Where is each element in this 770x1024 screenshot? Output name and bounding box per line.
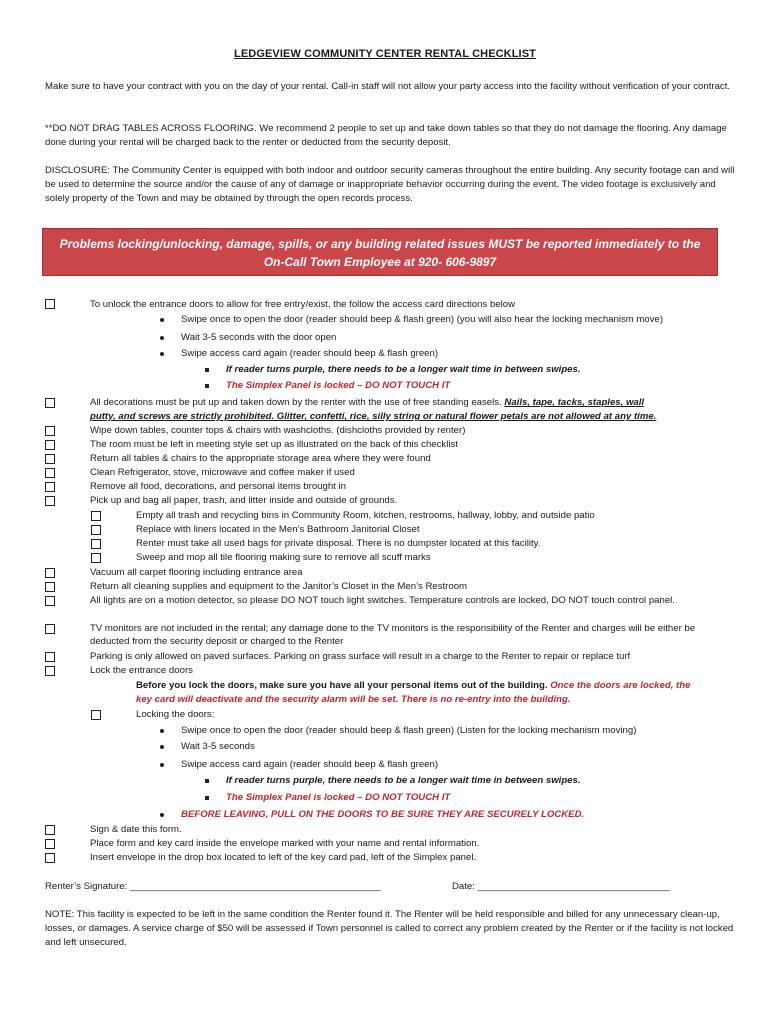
bullet-icon <box>160 745 164 749</box>
checkbox-liners[interactable] <box>91 525 101 535</box>
item-lock: Lock the entrance doors <box>90 665 193 676</box>
checkbox-fridge[interactable] <box>45 468 55 478</box>
decorations-line-2: putty, and screws are strictly prohibited. Glitter, confetti, rice, silly string or natural flower petals are not allowed at any time. <box>90 411 657 422</box>
unlock-purple-note: If reader turns purple, there needs to be a longer wait time in between swipes. <box>226 364 581 375</box>
square-bullet-icon <box>205 796 209 800</box>
item-fridge: Clean Refrigerator, stove, microwave and coffee maker if used <box>90 467 355 478</box>
alert-banner <box>42 228 718 276</box>
bullet-icon <box>160 813 164 817</box>
page-title: LEDGEVIEW COMMUNITY CENTER RENTAL CHECKLIST <box>234 48 536 60</box>
renter-signature-field[interactable]: Renter’s Signature: _______________________________________________ <box>45 881 381 892</box>
alert-line-1: Problems locking/unlocking, damage, spills, or any building related issues MUST be reported immediately to the <box>59 237 701 251</box>
subitem-empty-trash: Empty all trash and recycling bins in Community Room, kitchen, restrooms, hallway, lobby, and outside patio <box>136 510 595 521</box>
square-bullet-icon <box>205 384 209 388</box>
bullet-icon <box>160 318 164 322</box>
item-pick: Pick up and bag all paper, trash, and litter inside and outside of grounds. <box>90 495 398 506</box>
checkbox-parking[interactable] <box>45 652 55 662</box>
alert-line-2: On-Call Town Employee at 920- 606-9897 <box>263 255 497 269</box>
bullet-icon <box>160 352 164 356</box>
checkbox-tv[interactable] <box>45 624 55 634</box>
checkbox-empty-trash[interactable] <box>91 511 101 521</box>
checkbox-locking-doors[interactable] <box>91 710 101 720</box>
subitem-bags: Renter must take all used bags for private disposal. There is no dumpster located at this facility. <box>136 538 541 549</box>
checkbox-food[interactable] <box>45 482 55 492</box>
checkbox-mop[interactable] <box>91 553 101 563</box>
lock-step-3: Swipe access card again (reader should beep & flash green) <box>181 759 439 770</box>
lock-step-2: Wait 3-5 seconds <box>181 741 255 752</box>
checkbox-wipe[interactable] <box>45 426 55 436</box>
item-parking: Parking is only allowed on paved surfaces. Parking on grass surface will result in a charge to the Renter to repair or replace turf <box>90 651 631 662</box>
unlock-step-2: Wait 3-5 seconds with the door open <box>181 332 337 343</box>
unlock-intro: To unlock the entrance doors to allow for free entry/exist, the follow the access card directions below <box>90 299 516 310</box>
checkbox-unlock[interactable] <box>45 299 55 309</box>
decorations-line-1: All decorations must be put up and taken down by the renter with the use of free standing easels. Nails, tape, tacks, staples, wall <box>90 397 645 408</box>
bullet-icon <box>160 729 164 733</box>
checkbox-bags[interactable] <box>91 539 101 549</box>
checkbox-return[interactable] <box>45 454 55 464</box>
bullet-icon <box>160 336 164 340</box>
checkbox-lock[interactable] <box>45 666 55 676</box>
item-wipe: Wipe down tables, counter tops & chairs with washcloths. (dishcloths provided by renter) <box>90 425 466 436</box>
final-place: Place form and key card inside the envelope marked with your name and rental information. <box>90 838 480 849</box>
lock-simplex-note: The Simplex Panel is locked – DO NOT TOUCH IT <box>226 792 451 803</box>
checkbox-pick[interactable] <box>45 496 55 506</box>
lock-purple-note: If reader turns purple, there needs to be a longer wait time in between swipes. <box>226 775 581 786</box>
checkbox-vacuum[interactable] <box>45 568 55 578</box>
lock-warning-line-2: key card will deactivate and the security alarm will be set. There is no re-entry into the building. <box>136 694 571 705</box>
note-paragraph: NOTE: This facility is expected to be left in the same condition the Renter found it. The Renter will be held responsible and billed for any unnecessary clean-up, losses, or damages. A service charge of $50 will be assessed if Town personnel is called to correct any problem created by the Renter or if the facility is not locked and left unsecured. <box>45 909 734 948</box>
square-bullet-icon <box>205 368 209 372</box>
final-sign: Sign & date this form. <box>90 824 182 835</box>
unlock-step-3: Swipe access card again (reader should beep & flash green) <box>181 348 439 359</box>
item-food: Remove all food, decorations, and personal items brought in <box>90 481 346 492</box>
intro-paragraph: Make sure to have your contract with you on the day of your rental. Call-in staff will not allow your party access into the facility without verification of your contract. <box>45 81 731 92</box>
item-return: Return all tables & chairs to the appropriate storage area where they were found <box>90 453 431 464</box>
before-leaving-note: BEFORE LEAVING, PULL ON THE DOORS TO BE SURE THEY ARE SECURELY LOCKED. <box>181 809 585 820</box>
item-tv: TV monitors are not included in the rental; any damage done to the TV monitors is the responsibility of the Renter and charges will be either be deducted from the security deposit or charged to the Renter <box>90 623 696 647</box>
lock-step-1: Swipe once to open the door (reader should beep & flash green) (Listen for the locking mechanism moving) <box>181 725 637 736</box>
square-bullet-icon <box>205 779 209 783</box>
checkbox-insert[interactable] <box>45 853 55 863</box>
checkbox-room[interactable] <box>45 440 55 450</box>
item-supplies: Return all cleaning supplies and equipment to the Janitor’s Closet in the Men’s Restroom <box>90 581 468 592</box>
checkbox-lights[interactable] <box>45 596 55 606</box>
unlock-step-1: Swipe once to open the door (reader should beep & flash green) (you will also hear the locking mechanism move) <box>181 314 664 325</box>
checkbox-supplies[interactable] <box>45 582 55 592</box>
unlock-simplex-note: The Simplex Panel is locked – DO NOT TOUCH IT <box>226 380 451 391</box>
lock-warning-line-1: Before you lock the doors, make sure you have all your personal items out of the building. Once the doors are locked, the <box>136 680 691 691</box>
locking-doors-label: Locking the doors: <box>136 709 215 720</box>
checkbox-sign[interactable] <box>45 825 55 835</box>
final-insert: Insert envelope in the drop box located to left of the key card pad, left of the Simplex panel. <box>90 852 477 863</box>
disclosure-paragraph: DISCLOSURE: The Community Center is equipped with both indoor and outdoor security cameras throughout the entire building. Any security footage can and will be used to determine the source and/or the cause of any of damage or inappropriate behavior occurring during the event. The video footage is exclusively and solely property of the Town and may be obtained by through the open records process. <box>45 165 735 204</box>
item-vacuum: Vacuum all carpet flooring including entrance area <box>90 567 303 578</box>
bullet-icon <box>160 763 164 767</box>
item-lights: All lights are on a motion detector, so please DO NOT touch light switches. Temperature controls are locked, DO NOT touch control panel. <box>90 595 675 606</box>
date-field[interactable]: Date: ____________________________________ <box>452 881 670 892</box>
subitem-mop: Sweep and mop all tile flooring making sure to remove all scuff marks <box>136 552 431 563</box>
checkbox-place[interactable] <box>45 839 55 849</box>
item-room: The room must be left in meeting style set up as illustrated on the back of this checklist <box>90 439 458 450</box>
no-drag-paragraph: **DO NOT DRAG TABLES ACROSS FLOORING. We recommend 2 people to set up and take down tables so that they do not damage the flooring. Any damage done during your rental will be charged back to the renter or deducted from the security deposit. <box>45 123 727 148</box>
subitem-liners: Replace with liners located in the Men’s Bathroom Janitorial Closet <box>136 524 420 535</box>
checkbox-decorations[interactable] <box>45 398 55 408</box>
